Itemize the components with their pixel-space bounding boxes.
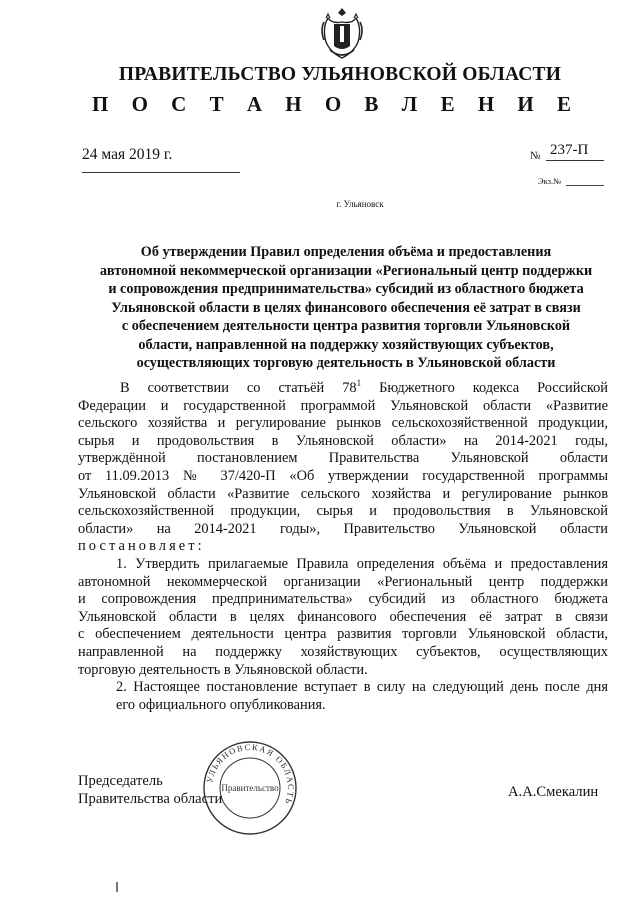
preamble-line: области» на 2014-2021 годы», Правительство Ульяновской области [78, 520, 608, 537]
document-type: П О С Т А Н О В Л Е Н И Е [91, 92, 580, 116]
preamble-line: от 11.09.2013 № 37/420-П «Об утверждении государственной программы [78, 467, 608, 484]
decree-word: постановляет: [78, 538, 205, 555]
position-line: Председатель [78, 773, 163, 789]
signatory-position [78, 772, 222, 808]
item1-line: Ульяновской области в целях финансового обеспечения её затрат в связи [78, 608, 608, 625]
position-line: Правительства области [78, 791, 223, 807]
preamble-first-line: В соответствии со статьёй $78^1$ Бюджетного кодекса Российской [120, 378, 608, 396]
government-title: ПРАВИТЕЛЬСТВО УЛЬЯНОВСКОЙ ОБЛАСТИ [118, 64, 562, 85]
title-line: области, направленной на поддержку хозяйствующих субъектов, [138, 336, 554, 353]
seal-ring-text: УЛЬЯНОВСКАЯ ОБЛАСТЬ [204, 741, 297, 807]
document-body [78, 380, 608, 714]
item1-line: направленной на поддержку хозяйствующих субъектов, осуществляющих [78, 643, 608, 660]
item2-line: 2. Настоящее постановление вступает в силу на следующий день после дня [116, 679, 608, 696]
preamble-line: сельского хозяйства и регулирование рынков сельскохозяйственной продукции, [78, 415, 608, 432]
title-line: Ульяновской области в целях финансового обеспечения её затрат в связи [111, 299, 581, 316]
title-line: с обеспечением деятельности центра развития торговли Ульяновской [121, 318, 571, 334]
title-line: автономной некоммерческой организации «Региональный центр поддержки [99, 262, 593, 279]
title-line: и сопровождения предпринимательства» субсидий из областного бюджета [108, 281, 584, 297]
scan-mark [116, 882, 118, 892]
coat-of-arms-icon [318, 6, 366, 62]
seal-center-text: Правительство [221, 783, 279, 793]
document-date: 24 мая 2019 г. [82, 146, 173, 163]
document-title [86, 243, 606, 373]
number-prefix: № [530, 150, 541, 162]
document-number: 237-П [546, 142, 604, 161]
item1-line: с обеспечением деятельности центра развития торговли Ульяновской области, [78, 626, 608, 643]
preamble-line: сырья и продовольствия в Ульяновской области» на 2014-2021 годы, [78, 432, 608, 449]
preamble-line: сельскохозяйственной продукции, сырья и продовольствия в Ульяновской [78, 503, 608, 520]
item1-line: автономной некоммерческой организации «Региональный центр поддержки [78, 573, 608, 590]
date-underline [82, 172, 240, 173]
preamble-line: утверждённой постановлением Правительства Ульяновской области [78, 450, 608, 467]
copy-number-label: Экз.№ [538, 176, 562, 186]
title-line: осуществляющих торговую деятельность в Ульяновской области [136, 355, 556, 371]
item2-line: его официального опубликования. [116, 696, 326, 713]
item1-line: 1. Утвердить прилагаемые Правила определения объёма и предоставления [116, 555, 608, 572]
item1-line: и сопровождения предпринимательства» субсидий из областного бюджета [78, 591, 608, 608]
item1-line: торговую деятельность в Ульяновской области. [78, 661, 368, 678]
city-label: г. Ульяновск [336, 199, 384, 209]
article-superscript: 1 [356, 378, 362, 388]
preamble-line: Федерации и государственной программой Ульяновской области «Развитие [78, 397, 608, 414]
signatory-name: А.А.Смекалин [508, 784, 599, 800]
title-line: Об утверждении Правил определения объёма и предоставления [140, 244, 552, 260]
preamble-line: Ульяновской области «Развитие сельского хозяйства и регулирование рынков [78, 485, 608, 502]
copy-number-line [566, 185, 604, 186]
